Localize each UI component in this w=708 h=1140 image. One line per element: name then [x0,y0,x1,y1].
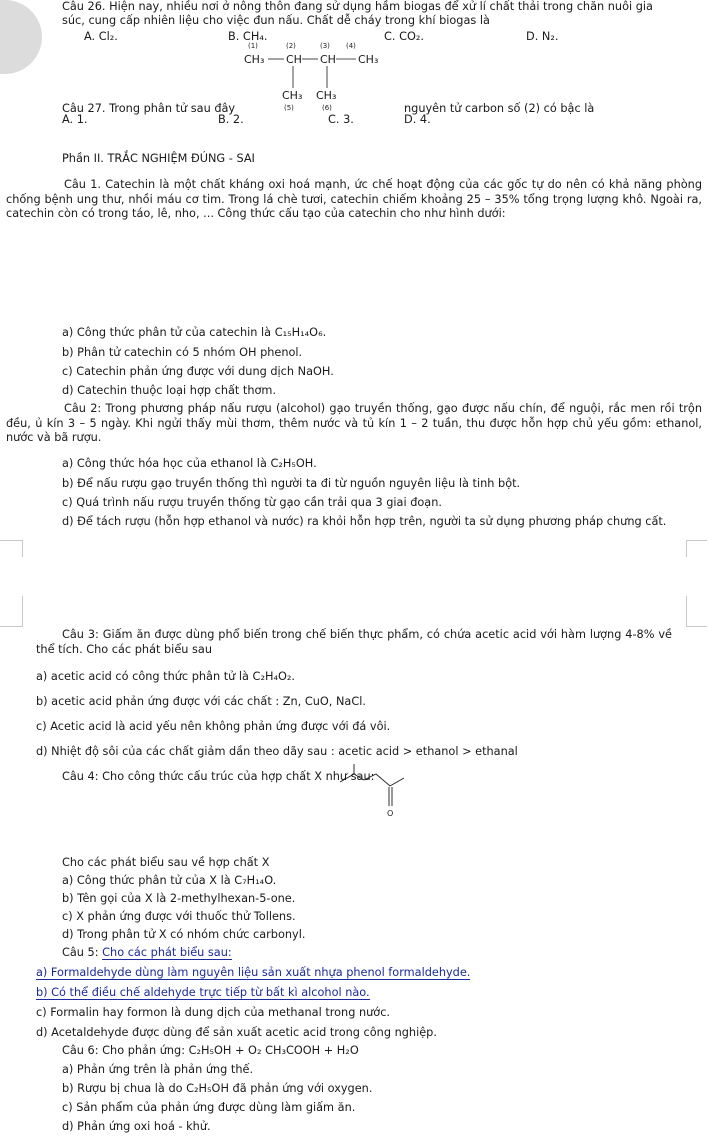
scan-bracket [686,596,707,627]
c2-stem: Câu 2: Trong phương pháp nấu rượu (alcohol) gạo truyền thống, gạo được nấu chín, để nguội, rắc men rồi trộn đều, ủ kín 3 – 5 ngày. Khi ngửi thấy mùi thơm, thêm nước và tủ kín 1 – 2 tuần, thu được hỗn hợp chủ yếu gồm: ethanol, nước và bã rượu. [6,402,702,445]
mol-num-6: (6) [322,104,332,112]
carbon-chain [340,774,404,786]
mol-num-3: (3) [320,42,330,50]
c3-c: c) Acetic acid là acid yếu nên không phản ứng được với đá vôi. [36,720,391,733]
q27-option-c: C. 3. [328,113,354,126]
c5-b-text[interactable]: b) Có thể điều chế aldehyde trực tiếp từ bất kì alcohol nào. [36,986,370,999]
q26-option-b: B. CH₄. [228,30,268,43]
c1-d: d) Catechin thuộc loại hợp chất thơm. [62,384,277,397]
mol-group-2: CH [286,53,302,66]
scan-bracket [0,596,23,627]
c1-stem: Câu 1. Catechin là một chất kháng oxi hoá mạnh, ức chế hoạt động của các gốc tự do nên có khả năng phòng chống bệnh ung thư, nhồi máu cơ tim. Trong lá chè tươi, catechin chiếm khoảng 25 – 35% tổng trọng lượng khô. Ngoài ra, catechin còn có trong táo, lê, nho, ... Công thức cấu tạo của catechin cho như hình dưới: [6,178,702,221]
mol-group-1: CH₃ [244,53,265,66]
mol-group-6: CH₃ [316,89,337,102]
q26-option-c: C. CO₂. [384,30,424,43]
mol-group-4: CH₃ [358,53,379,66]
q27-stem-left: Câu 27. Trong phân tử sau đây [62,102,236,115]
mol-num-2: (2) [286,42,296,50]
c6-b: b) Rượu bị chua là do C₂H₅OH đã phản ứng với oxygen. [62,1082,373,1095]
c3-b: b) acetic acid phản ứng được với các chất : Zn, CuO, NaCl. [36,695,366,708]
c5-heading [62,946,232,961]
c5-label: Câu 5: [62,946,99,959]
c4-b: b) Tên gọi của X là 2-methylhexan-5-one. [62,892,296,905]
mol-num-5: (5) [284,104,294,112]
scan-bracket [0,540,23,557]
c2-a: a) Công thức hóa học của ethanol là C₂H₅OH. [62,457,317,470]
mol-num-4: (4) [346,42,356,50]
c4-stem: Câu 4: Cho công thức cấu trúc của hợp chất X như sau: [62,770,375,783]
mol-num-1: (1) [248,42,258,50]
scan-shadow [0,0,42,74]
scan-bracket [686,540,707,557]
c2-d: d) Để tách rượu (hỗn hợp ethanol và nước) ra khỏi hỗn hợp trên, người ta sử dụng phương pháp chưng cất. [62,515,667,528]
c3-stem: Câu 3: Giấm ăn được dùng phổ biến trong chế biến thực phẩm, có chứa acetic acid với hàm lượng 4-8% về thể tích. Cho các phát biểu sau [36,628,672,656]
c5-stem[interactable]: Cho các phát biểu sau: [102,946,232,959]
oxygen-atom: O [387,809,394,818]
c1-b: b) Phân tử catechin có 5 nhóm OH phenol. [62,346,303,359]
c6-c: c) Sản phẩm của phản ứng được dùng làm giấm ăn. [62,1101,356,1114]
c4-skeletal-structure [334,762,414,822]
c1-a: a) Công thức phân tử của catechin là C₁₅H₁₄O₆. [62,326,327,339]
c5-c: c) Formalin hay formon là dung dịch của methanal trong nước. [36,1006,391,1019]
c2-c: c) Quá trình nấu rượu truyền thống từ gạo cần trải qua 3 giai đoạn. [62,496,442,509]
c6-d: d) Phản ứng oxi hoá - khử. [62,1120,211,1133]
mol-group-3: CH [320,53,336,66]
q26-option-a: A. Cl₂. [84,30,118,43]
c4-intro: Cho các phát biểu sau về hợp chất X [62,856,270,869]
c4-c: c) X phản ứng được với thuốc thử Tollens. [62,910,296,923]
c3-d: d) Nhiệt độ sôi của các chất giảm dần theo dãy sau : acetic acid > ethanol > ethanal [36,745,518,758]
q27-option-a: A. 1. [62,113,88,126]
c1-c: c) Catechin phản ứng được với dung dịch NaOH. [62,365,334,378]
c4-a: a) Công thức phân tử của X là C₇H₁₄O. [62,874,277,887]
c4-d: d) Trong phân tử X có nhóm chức carbonyl. [62,928,306,941]
mol-group-5: CH₃ [282,89,303,102]
c5-a[interactable] [36,966,470,981]
c6-a: a) Phản ứng trên là phản ứng thế. [62,1063,254,1076]
c6-stem: Câu 6: Cho phản ứng: C₂H₅OH + O₂ CH₃COOH + H₂O [62,1044,359,1057]
part2-heading: Phần II. TRẮC NGHIỆM ĐÚNG - SAI [62,152,255,165]
q27-option-d: D. 4. [404,113,431,126]
q26-option-d: D. N₂. [526,30,559,43]
c5-a-text[interactable]: a) Formaldehyde dùng làm nguyên liệu sản xuất nhựa phenol formaldehyde. [36,966,471,979]
c3-a: a) acetic acid có công thức phân tử là C₂H₄O₂. [36,670,296,683]
c2-b: b) Để nấu rượu gạo truyền thống thì người ta đi từ nguồn nguyên liệu là tinh bột. [62,477,521,490]
c5-d: d) Acetaldehyde được dùng để sản xuất acetic acid trong công nghiệp. [36,1026,437,1039]
c5-b[interactable] [36,986,370,1001]
q27-stem-right: nguyên tử carbon số (2) có bậc là [404,102,595,115]
q26-stem-line2: súc, cung cấp nhiên liệu cho việc đun nấu. Chất dễ cháy trong khí biogas là [62,14,490,27]
q27-molecule [236,30,386,112]
q26-stem-line1: Câu 26. Hiện nay, nhiều nơi ở nông thôn đang sử dụng hầm biogas để xử lí chất thải trong chăn nuôi gia [62,0,653,13]
q27-option-b: B. 2. [218,113,244,126]
